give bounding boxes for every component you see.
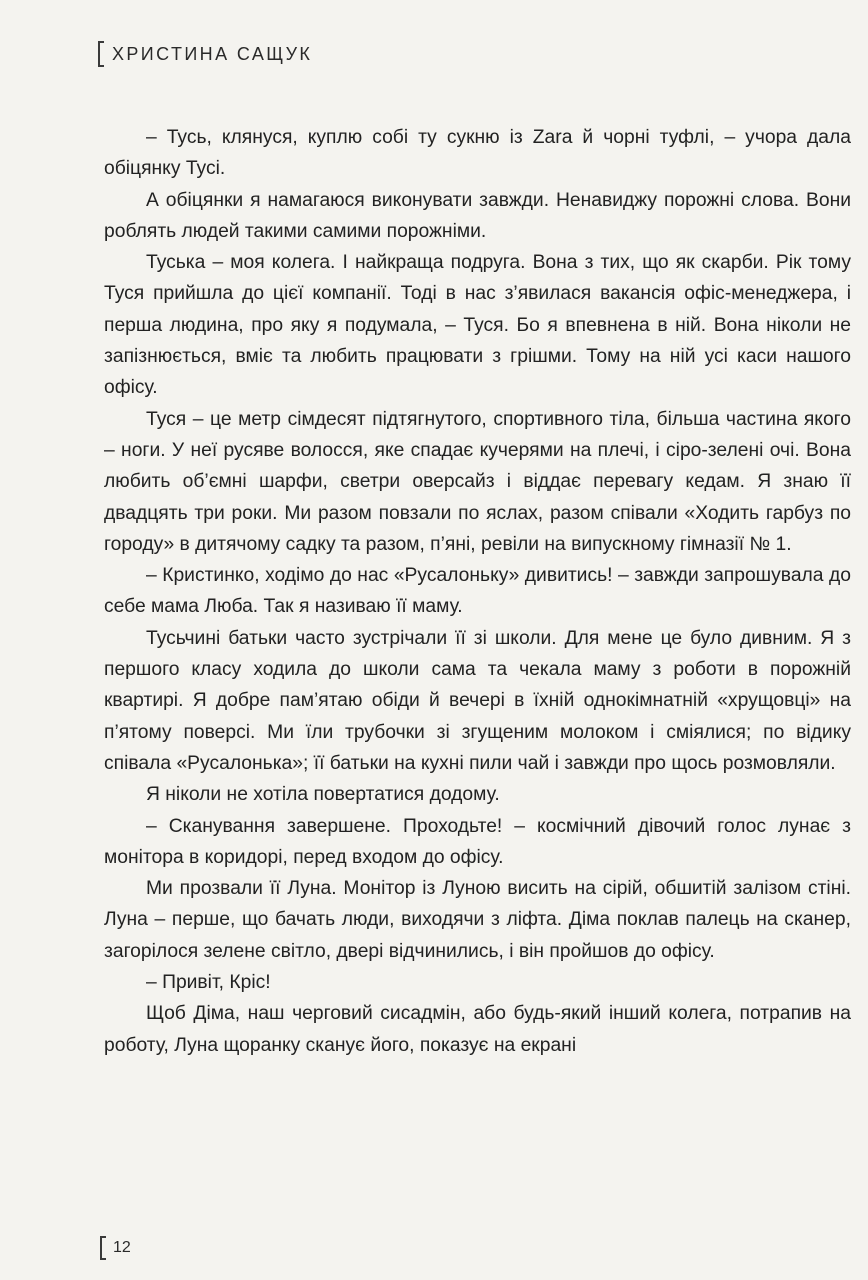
header-bracket-mark	[98, 41, 104, 67]
paragraph: Ми прозвали її Луна. Монітор із Луною висить на сірій, обшитій залізом стіні. Луна – перше, що бачать люди, виходячи з ліфта. Діма поклав палець на сканер, загорілося зелене світло, двері відчинились, і він пройшов до офісу.	[104, 878, 851, 962]
page-body	[104, 122, 851, 1061]
page-number: 12	[113, 1239, 131, 1256]
paragraph: – Привіт, Кріс!	[146, 972, 271, 994]
paragraph: А обіцянки я намагаюся виконувати завжди. Ненавиджу порожні слова. Вони роблять людей такими самими порожніми.	[104, 189, 851, 242]
paragraph: – Кристинко, ходімо до нас «Русалоньку» дивитись! – завжди запрошувала до себе мама Люба. Так я називаю її маму.	[104, 565, 851, 618]
running-header	[98, 38, 312, 70]
footer-bracket-mark	[100, 1236, 106, 1260]
paragraph: Я ніколи не хотіла повертатися додому.	[146, 784, 500, 806]
page-footer	[100, 1236, 131, 1260]
paragraph: – Сканування завершене. Проходьте! – космічний дівочий голос лунає з монітора в коридорі, перед входом до офісу.	[104, 815, 851, 868]
paragraph: Тусьчині батьки часто зустрічали її зі школи. Для мене це було дивним. Я з першого класу ходила до школи сама та чекала маму з роботи в порожній квартирі. Я добре пам’ятаю обіди й вечері в їхній однокімнатній «хрущовці» на п’ятому поверсі. Ми їли трубочки зі згущеним молоком і сміялися; по відику співала «Русалонька»; її батьки на кухні пили чай і завжди про щось розмовляли.	[104, 627, 851, 774]
paragraph: Щоб Діма, наш черговий сисадмін, або будь-який інший колега, потрапив на роботу, Луна щоранку сканує його, показує на екрані	[104, 1003, 851, 1056]
paragraph: Туська – моя колега. І найкраща подруга. Вона з тих, що як скарби. Рік тому Туся прийшла до цієї компанії. Тоді в нас з’явилася вакансія офіс-менеджера, і перша людина, про яку я подумала, – Туся. Бо я впевнена в ній. Вона ніколи не запізнюється, вміє та любить працювати з грішми. Тому на ній усі каси нашого офісу.	[104, 252, 851, 399]
paragraph: Туся – це метр сімдесят підтягнутого, спортивного тіла, більша частина якого – ноги. У неї русяве волосся, яке спадає кучерями на плечі, і сіро-зелені очі. Вона любить об’ємні шарфи, светри оверсайз і віддає перевагу кедам. Я знаю її двадцять три роки. Ми разом повзали по яслах, разом співали «Ходить гарбуз по городу» в дитячому садку та разом, п’яні, ревіли на випускному гімназії № 1.	[104, 408, 851, 555]
author-name: ХРИСТИНА САЩУК	[112, 43, 313, 64]
paragraph: – Тусь, клянуся, куплю собі ту сукню із Zara й чорні туфлі, – учора дала обіцянку Тусі.	[104, 127, 851, 180]
